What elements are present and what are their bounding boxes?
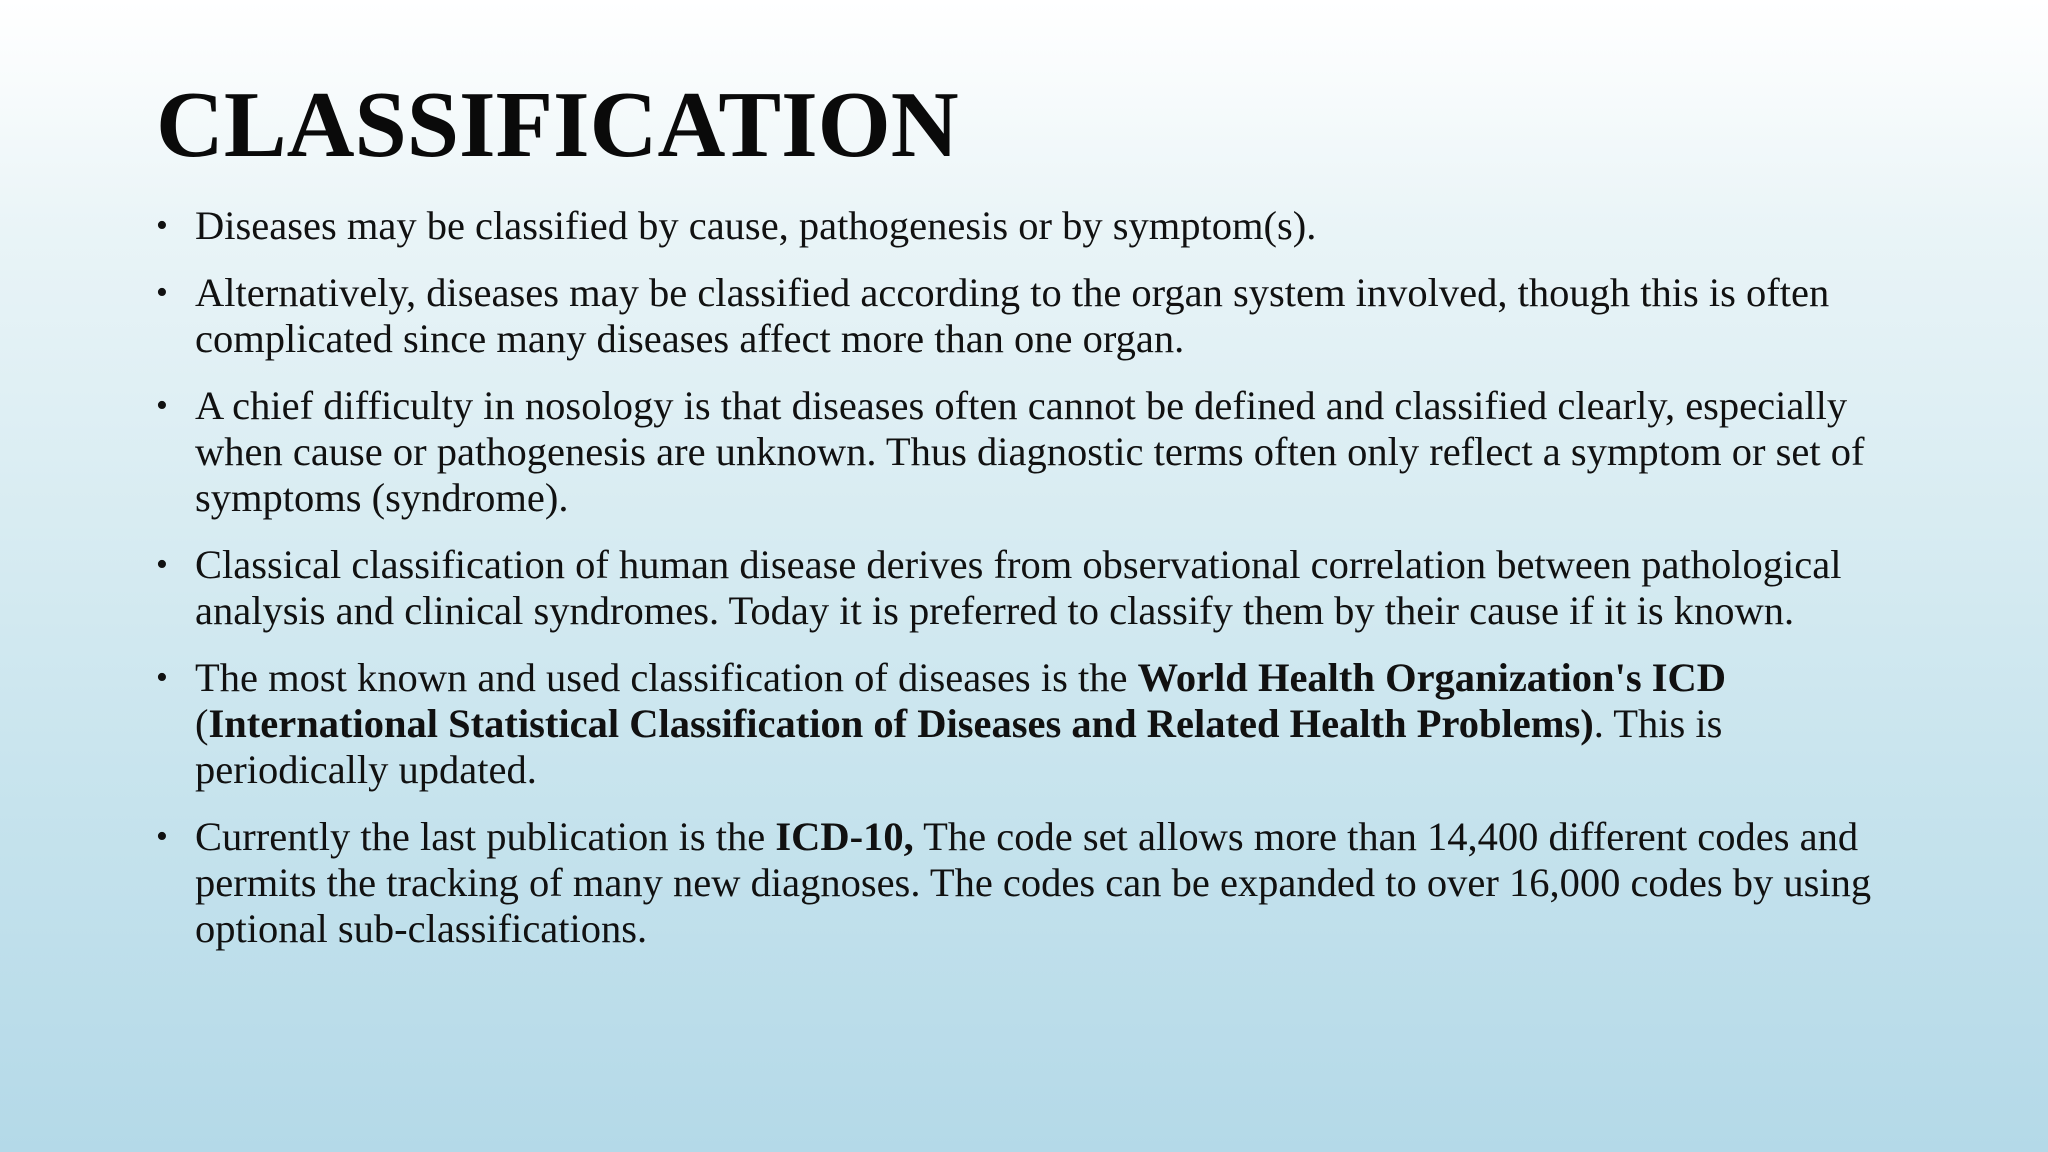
- bullet-item: [156, 203, 1906, 249]
- slide-title: CLASSIFICATION: [156, 73, 959, 177]
- bullet-marker: •: [156, 207, 168, 244]
- bullet-list: [156, 203, 1906, 973]
- bullet-marker: •: [156, 274, 168, 311]
- bold-segment-icd-10: ICD-10,: [775, 814, 914, 859]
- text-segment: Currently the last publication is the: [195, 814, 776, 859]
- bullet-marker: •: [156, 546, 168, 583]
- text-segment: (: [195, 701, 209, 746]
- text-segment: . This is periodically updated.: [195, 701, 1723, 792]
- bullet-marker: •: [156, 659, 168, 696]
- bullet-item: [156, 814, 1906, 952]
- bullet-text: Classical classification of human disease derives from observational correlation between pathological analysis and clinical syndromes. Today it is preferred to classify them by their cause if it is known.: [195, 542, 1842, 633]
- bullet-text: [195, 814, 1871, 951]
- text-segment: The code set allows more than 14,400 different codes and permits the tracking of many new diagnoses. The codes can be expanded to over 16,000 codes by using optional sub-classifications.: [195, 814, 1872, 951]
- bullet-text: Diseases may be classified by cause, pathogenesis or by symptom(s).: [195, 203, 1317, 248]
- bold-segment-icd-full-name: International Statistical Classification of Diseases and Related Health Problems): [208, 701, 1594, 746]
- bullet-item: [156, 270, 1906, 362]
- bullet-item: [156, 542, 1906, 634]
- bullet-marker: •: [156, 387, 168, 424]
- bold-segment-who-icd: World Health Organization's ICD: [1137, 655, 1726, 700]
- bullet-marker: •: [156, 818, 168, 855]
- bullet-text: A chief difficulty in nosology is that diseases often cannot be defined and classified clearly, especially when cause or pathogenesis are unknown. Thus diagnostic terms often only reflect a symptom or set of symptoms (syndrome).: [195, 383, 1865, 520]
- bullet-text: Alternatively, diseases may be classified according to the organ system involved, though this is often complicated since many diseases affect more than one organ.: [195, 270, 1830, 361]
- bullet-text: [195, 655, 1726, 792]
- text-segment: The most known and used classification of diseases is the: [195, 655, 1138, 700]
- bullet-item: [156, 383, 1906, 521]
- bullet-item: [156, 655, 1906, 793]
